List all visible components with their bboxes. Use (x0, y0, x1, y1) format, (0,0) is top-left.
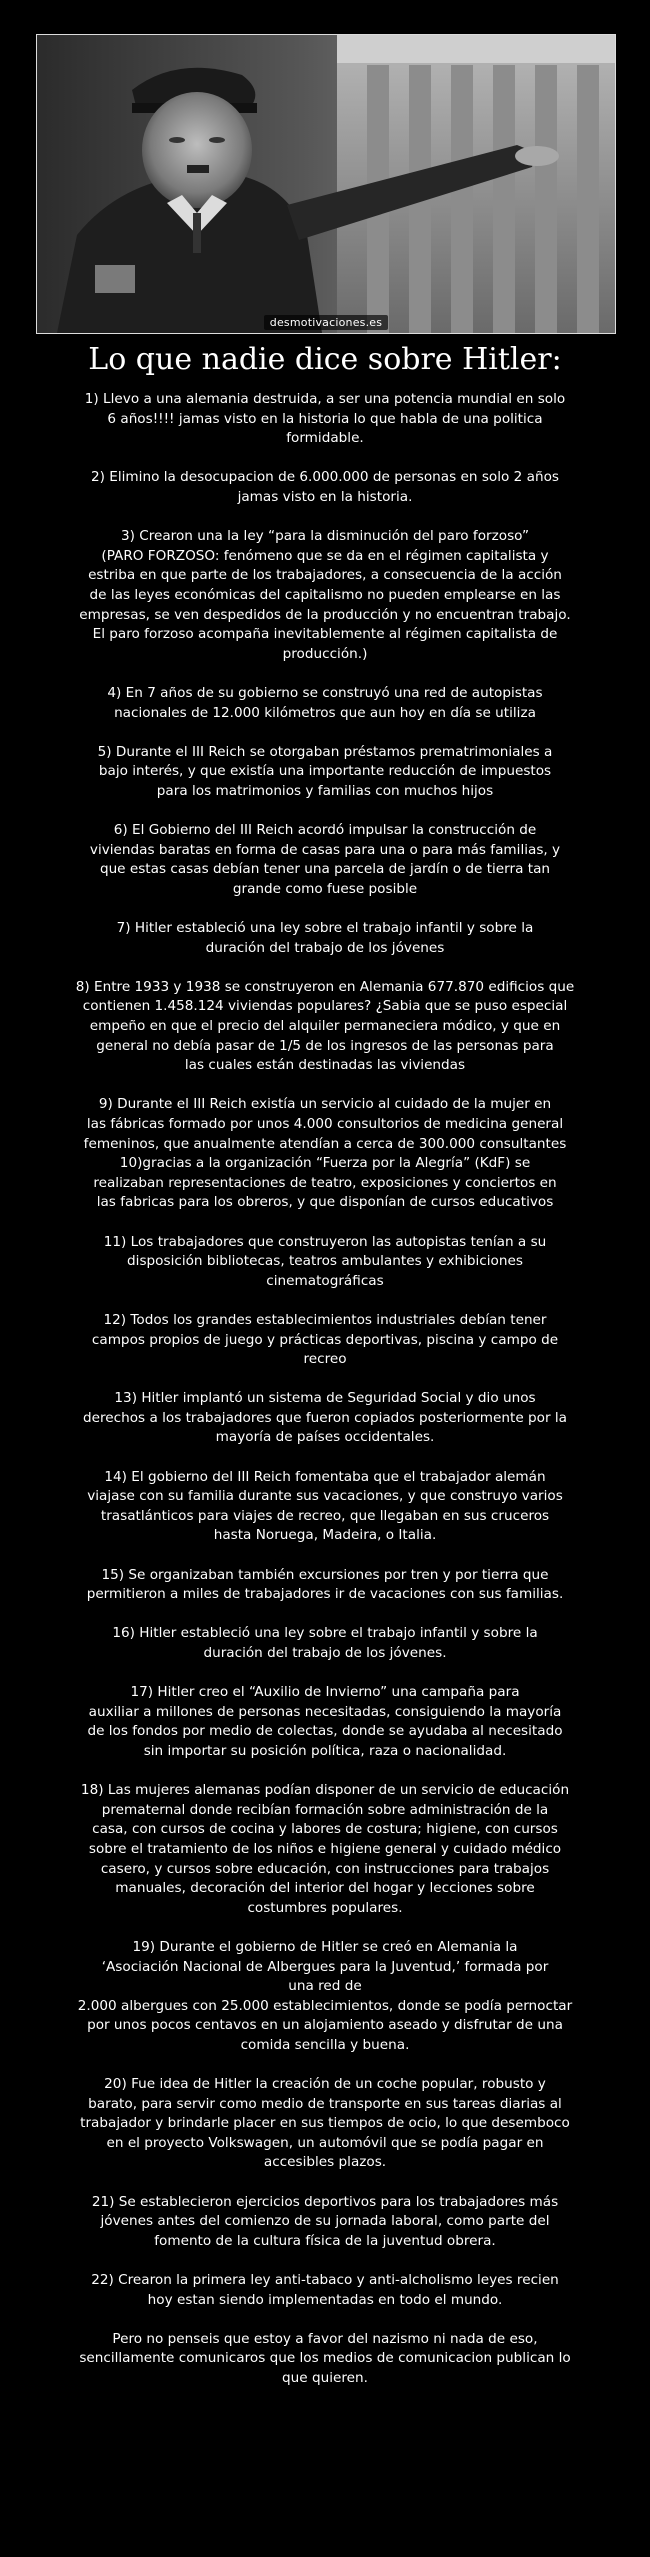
poster-body (10, 390, 640, 2408)
paragraph: 4) En 7 años de su gobierno se construyó una red de autopistas nacionales de 12.000 kilómetros que aun hoy en día se utiliza (107, 684, 543, 721)
watermark-text: desmotivaciones.es (264, 315, 388, 330)
paragraph: 19) Durante el gobierno de Hitler se creó en Alemania la ‘Asociación Nacional de Albergues para la Juventud,’ formada por una red de 2.000 albergues con 25.000 establecimientos, donde se podía pernoctar por unos pocos centavos en un alojamiento aseado y disfrutar de una comida sencilla y buena. (77, 1938, 573, 2053)
watermark (37, 316, 615, 329)
paragraph: 14) El gobierno del III Reich fomentaba que el trabajador alemán viajase con su familia durante sus vacaciones, y que construyo varios trasatlánticos para viajes de recreo, que llegaban en sus cruceros hasta Noruega, Madeira, o Italia. (87, 1468, 563, 1544)
paragraph: 17) Hitler creo el “Auxilio de Invierno” una campaña para auxiliar a millones de personas necesitadas, consiguiendo la mayoría de los fondos por medio de colectas, donde se ayudaba al necesitado sin importar su posición política, raza o nacionalidad. (87, 1684, 563, 1759)
paragraph: 16) Hitler estableció una ley sobre el trabajo infantil y sobre la duración del trabajo de los jóvenes. (112, 1625, 538, 1661)
paragraph: 2) Elimino la desocupacion de 6.000.000 de personas en solo 2 años jamas visto en la historia. (91, 469, 559, 505)
paragraph: 1) Llevo a una alemania destruida, a ser una potencia mundial en solo 6 años!!!! jamas visto en la historia lo que habla de una politica formidable. (84, 391, 566, 447)
paragraph: 3) Crearon una la ley “para la disminución del paro forzoso” (PARO FORZOSO: fenómeno que se da en el régimen capitalista y estriba en que parte de los trabajadores, a consecuencia de la acción de las leyes económicas del capitalismo no pueden emplearse en las empresas, se ven despedidos de la producción y no encuentran trabajo. El paro forzoso acompaña inevitablemente al régimen capitalista de producción.) (79, 528, 571, 662)
paragraph: 18) Las mujeres alemanas podían disponer de un servicio de educación prematernal donde recibían formación sobre administración de la casa, con cursos de cocina y labores de costura; higiene, con cursos sobre el tratamiento de los niños e higiene general y cuidado médico casero, y cursos sobre educación, con instrucciones para trabajos manuales, decoración del interior del hogar y lecciones sobre costumbres populares. (80, 1782, 570, 1916)
paragraph: 5) Durante el III Reich se otorgaban préstamos prematrimoniales a bajo interés, y que existía una importante reducción de impuestos para los matrimonios y familias con muchos hijos (97, 743, 553, 799)
paragraph: 22) Crearon la primera ley anti-tabaco y anti-alcholismo leyes recien hoy estan siendo implementadas en todo el mundo. (91, 2272, 559, 2308)
paragraph: 20) Fue idea de Hitler la creación de un coche popular, robusto y barato, para servir como medio de transporte en sus tareas diarias al trabajador y brindarle placer en sus tiempos de ocio, lo que desemboco en el proyecto Volkswagen, un automóvil que se podía pagar en accesibles plazos. (80, 2076, 570, 2171)
paragraph: 6) El Gobierno del III Reich acordó impulsar la construcción de viviendas baratas en forma de casas para una o para más familias, y que estas casas debían tener una parcela de jardín o de tierra tan grande como fuese posible (89, 822, 561, 897)
poster-title: Lo que nadie dice sobre Hitler: (88, 342, 562, 377)
poster-photo (36, 34, 616, 334)
paragraph: 7) Hitler estableció una ley sobre el trabajo infantil y sobre la duración del trabajo de los jóvenes (116, 920, 534, 956)
paragraph: 11) Los trabajadores que construyeron las autopistas tenían a su disposición bibliotecas, teatros ambulantes y exhibiciones cinematográficas (103, 1233, 547, 1289)
paragraph: 13) Hitler implantó un sistema de Seguridad Social y dio unos derechos a los trabajadores que fueron copiados posteriormente por la mayoría de países occidentales. (83, 1390, 567, 1446)
portrait-photo-icon (37, 35, 615, 333)
paragraph: 21) Se establecieron ejercicios deportivos para los trabajadores más jóvenes antes del comienzo de su jornada laboral, como parte del fomento de la cultura física de la juventud obrera. (91, 2193, 559, 2249)
paragraph: Pero no penseis que estoy a favor del nazismo ni nada de eso, sencillamente comunicaros que los medios de comunicacion publican lo que quieren. (79, 2330, 571, 2386)
paragraph: 15) Se organizaban también excursiones por tren y por tierra que permitieron a miles de trabajadores ir de vacaciones con sus familias. (86, 1566, 564, 1603)
paragraph: 9) Durante el III Reich existía un servicio al cuidado de la mujer en las fábricas formado por unos 4.000 consultorios de medicina general femeninos, que anualmente atendían a cerca de 300.000 consultantes 10)gracias a la organización “Fuerza por la Alegría” (KdF) se realizaban representaciones de teatro, exposiciones y conciertos en las fabricas para los obreros, y que disponían de cursos educativos (83, 1096, 567, 1211)
paragraph: 12) Todos los grandes establecimientos industriales debían tener campos propios de juego y prácticas deportivas, piscina y campo de recreo (91, 1311, 559, 1368)
paragraph: 8) Entre 1933 y 1938 se construyeron en Alemania 677.870 edificios que contienen 1.458.124 viviendas populares? ¿Sabia que se puso especial empeño en que el precio del alquiler permaneciera módico, y que en general no debía pasar de 1/5 de los ingresos de las personas para las cuales están destinadas las viviendas (75, 978, 575, 1074)
